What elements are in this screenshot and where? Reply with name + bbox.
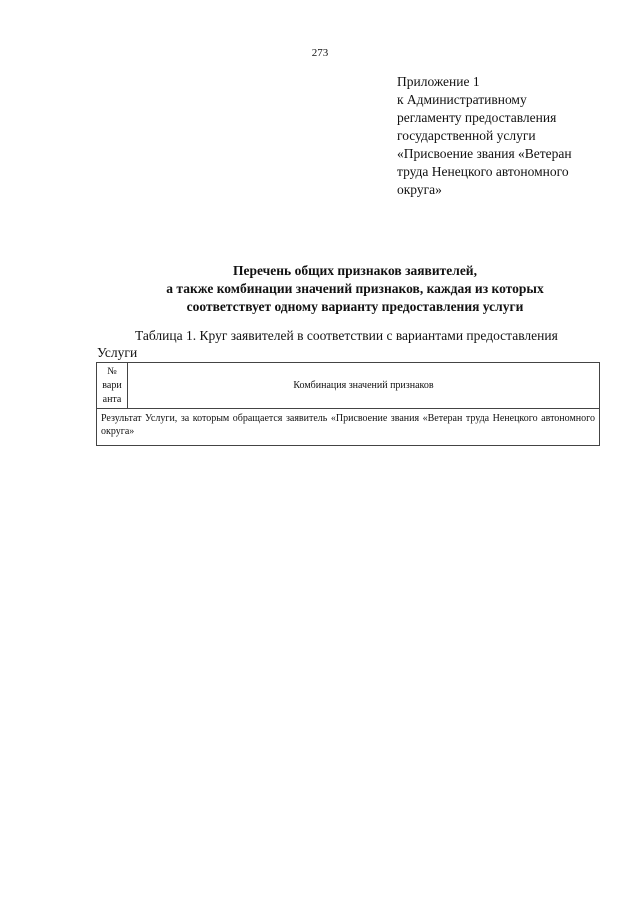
appendix-line: государственной услуги [397,128,536,143]
appendix-line: округа» [397,182,442,197]
document-title [60,262,640,316]
appendix-block [397,73,612,199]
combination-header: Комбинация значений признаков [128,363,600,409]
title-line: Перечень общих признаков заявителей, [233,263,477,278]
appendix-line: труда Ненецкого автономного [397,164,569,179]
appendix-line: к Административному [397,92,527,107]
variant-number-header-line: вари [102,379,122,391]
appendix-line: регламенту предоставления [397,110,557,125]
title-line: соответствует одному варианту предоставления услуги [186,299,524,314]
variant-number-header-line: анта [102,393,122,405]
appendix-line: Приложение 1 [397,74,480,89]
page-number: 273 [311,47,329,59]
variant-number-header [97,363,128,409]
table-caption [97,327,602,361]
variant-number-header-line: № [107,365,117,377]
title-line: а также комбинации значений признаков, каждая из которых [166,281,544,296]
table-caption-line: Таблица 1. Круг заявителей в соответствии с вариантами предоставления [135,328,558,343]
appendix-line: «Присвоение звания «Ветеран [397,146,572,161]
table-row [97,409,600,446]
result-row-cell: Результат Услуги, за которым обращается заявитель «Присвоение звания «Ветеран труда Ненецкого автономного округа» [97,409,600,446]
table-caption-line: Услуги [97,345,138,360]
criteria-table [96,362,600,446]
table-header-row [97,363,600,409]
